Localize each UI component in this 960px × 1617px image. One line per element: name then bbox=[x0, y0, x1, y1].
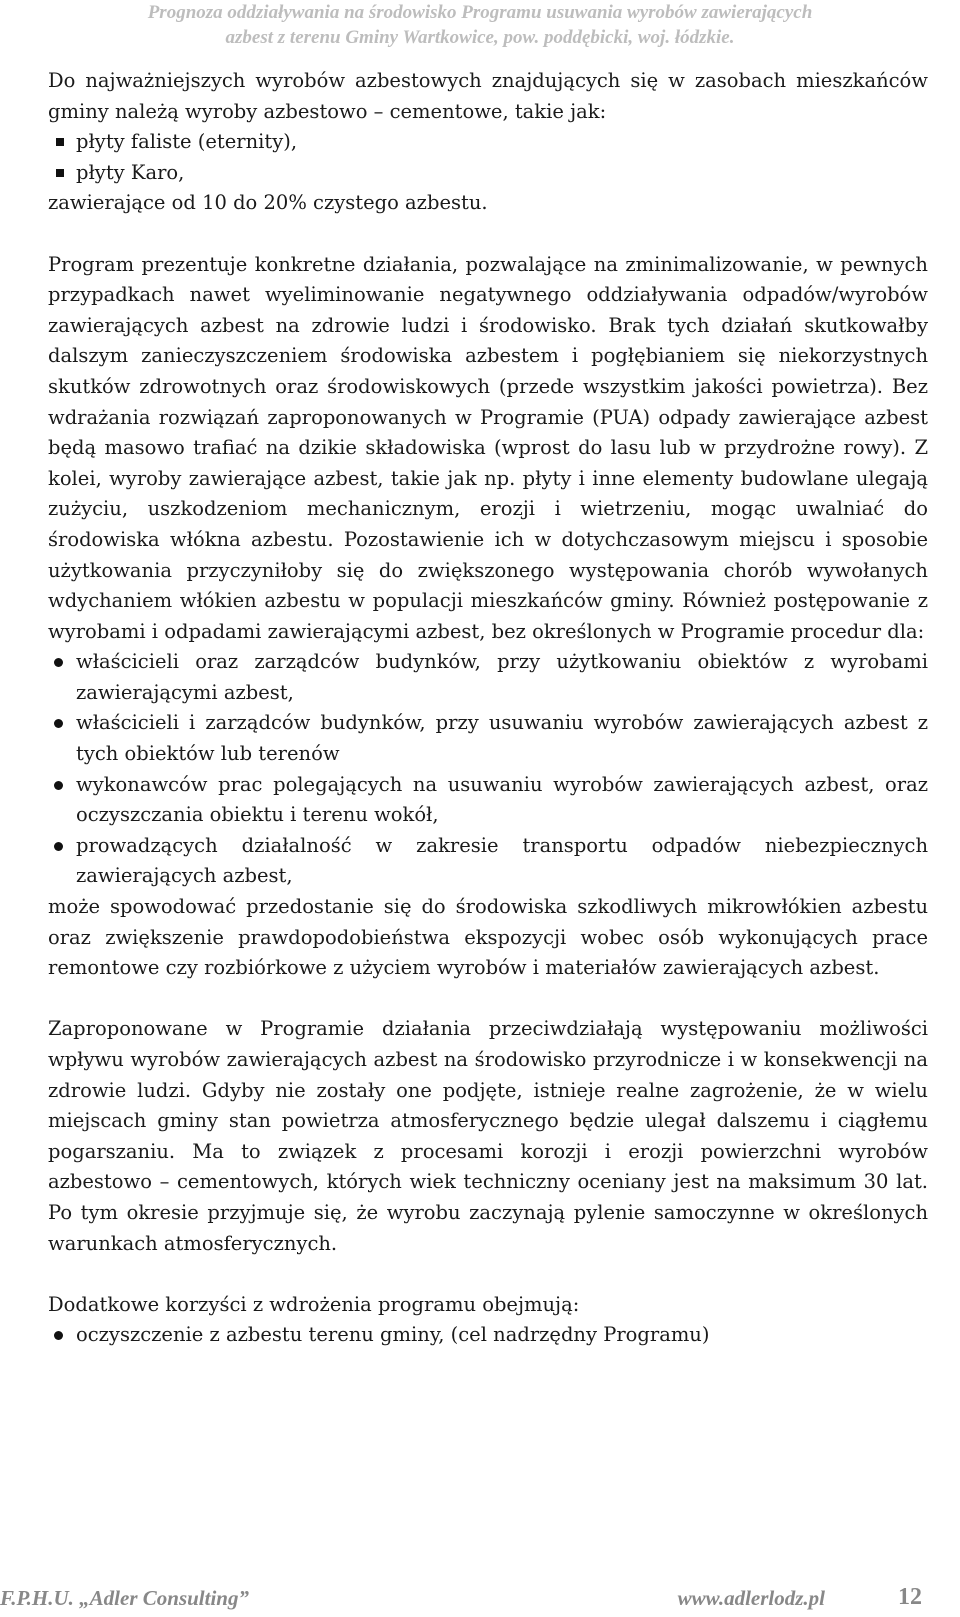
square-bullet-icon bbox=[56, 138, 64, 146]
footer-website-link[interactable]: www.adlerlodz.pl bbox=[677, 1586, 825, 1610]
page-header bbox=[0, 0, 960, 50]
procedures-list bbox=[48, 647, 928, 892]
list-item: właścicieli i zarządców budynków, przy usuwaniu wyrobów zawierających azbest z tych obiektów lub terenów bbox=[48, 708, 928, 769]
list-item: płyty faliste (eternity), bbox=[48, 127, 928, 158]
intro-closing: zawierające od 10 do 20% czystego azbestu. bbox=[48, 191, 488, 215]
program-paragraph: Program prezentuje konkretne działania, pozwalające na zminimalizowanie, w pewnych przypadkach nawet wyeliminowanie negatywnego oddziaływania odpadów/wyrobów zawierających azbest na zdrowie ludzi i środowisko. Brak tych działań skutkowałby dalszym zanieczyszczeniem środowiska azbestem i pogłębianiem się niekorzystnych skutków zdrowotnych oraz środowiskowych (przede wszystkim jakości powietrza). Bez wdrażania rozwiązań zaproponowanych w Programie (PUA) odpady zawierające azbest będą masowo trafiać na dzikie składowiska (wprost do lasu lub w przydrożne rowy). Z kolei, wyroby zawierające azbest, takie jak np. płyty i inne elementy budowlane ulegają zużyciu, uszkodzeniom mechanicznym, erozji i wietrzeniu, mogąc uwalniać do środowiska włókna azbestu. Pozostawienie ich w dotychczasowym miejscu i sposobie użytkowania przyczyniłoby się do zwiększonego występowania chorób wywołanych wdychaniem włókien azbestu w populacji mieszkańców gminy. Również postępowanie z wyrobami i odpadami zawierającymi azbest, bez określonych w Programie procedur dla: bbox=[48, 252, 928, 643]
asbestos-products-list bbox=[48, 127, 928, 188]
list-item: prowadzących działalność w zakresie transportu odpadów niebezpiecznych zawierających azbest, bbox=[48, 831, 928, 892]
header-line-2: azbest z terenu Gminy Wartkowice, pow. poddębicki, woj. łódzkie. bbox=[225, 27, 735, 48]
footer-company: F.P.H.U. „Adler Consulting” bbox=[0, 1586, 249, 1610]
list-item: płyty Karo, bbox=[48, 158, 928, 189]
page-footer bbox=[0, 1586, 960, 1617]
bullet-icon bbox=[54, 719, 63, 728]
program-closing: może spowodować przedostanie się do środowiska szkodliwych mikrowłókien azbestu oraz zwiększenie prawdopodobieństwa ekspozycji wobec osób wykonujących prace remontowe czy rozbiórkowe z użyciem wyrobów i materiałów zawierających azbest. bbox=[48, 895, 928, 980]
list-item: właścicieli oraz zarządców budynków, przy użytkowaniu obiektów z wyrobami zawierającymi azbest, bbox=[48, 647, 928, 708]
bullet-icon bbox=[54, 781, 63, 790]
page-number: 12 bbox=[898, 1584, 922, 1610]
intro-paragraph: Do najważniejszych wyrobów azbestowych znajdujących się w zasobach mieszkańców gminy należą wyroby azbestowo – cementowe, takie jak: bbox=[48, 69, 928, 123]
list-item: oczyszczenie z azbestu terenu gminy, (cel nadrzędny Programu) bbox=[48, 1320, 928, 1351]
header-line-1: Prognoza oddziaływania na środowisko Programu usuwania wyrobów zawierających bbox=[147, 2, 813, 23]
bullet-icon bbox=[54, 842, 63, 851]
list-item: wykonawców prac polegających na usuwaniu wyrobów zawierających azbest, oraz oczyszczania obiektu i terenu wokół, bbox=[48, 770, 928, 831]
document-body bbox=[48, 66, 928, 1351]
bullet-icon bbox=[54, 1331, 63, 1340]
proposals-paragraph: Zaproponowane w Programie działania przeciwdziałają występowaniu możliwości wpływu wyrobów zawierających azbest na środowisko przyrodnicze i w konsekwencji na zdrowie ludzi. Gdyby nie zostały one podjęte, istnieje realne zagrożenie, że w wielu miejscach gminy stan powietrza atmosferycznego będzie ulegał dalszemu i ciągłemu pogarszaniu. Ma to związek z procesami korozji i erozji powierzchni wyrobów azbestowo – cementowych, których wiek techniczny oceniany jest na maksimum 30 lat. Po tym okresie przyjmuje się, że wyrobu zaczynają pylenie samoczynne w określonych warunkach atmosferycznych. bbox=[48, 1017, 928, 1255]
square-bullet-icon bbox=[56, 169, 64, 177]
benefits-intro: Dodatkowe korzyści z wdrożenia programu obejmują: bbox=[48, 1292, 580, 1316]
bullet-icon bbox=[54, 658, 63, 667]
benefits-list bbox=[48, 1320, 928, 1351]
